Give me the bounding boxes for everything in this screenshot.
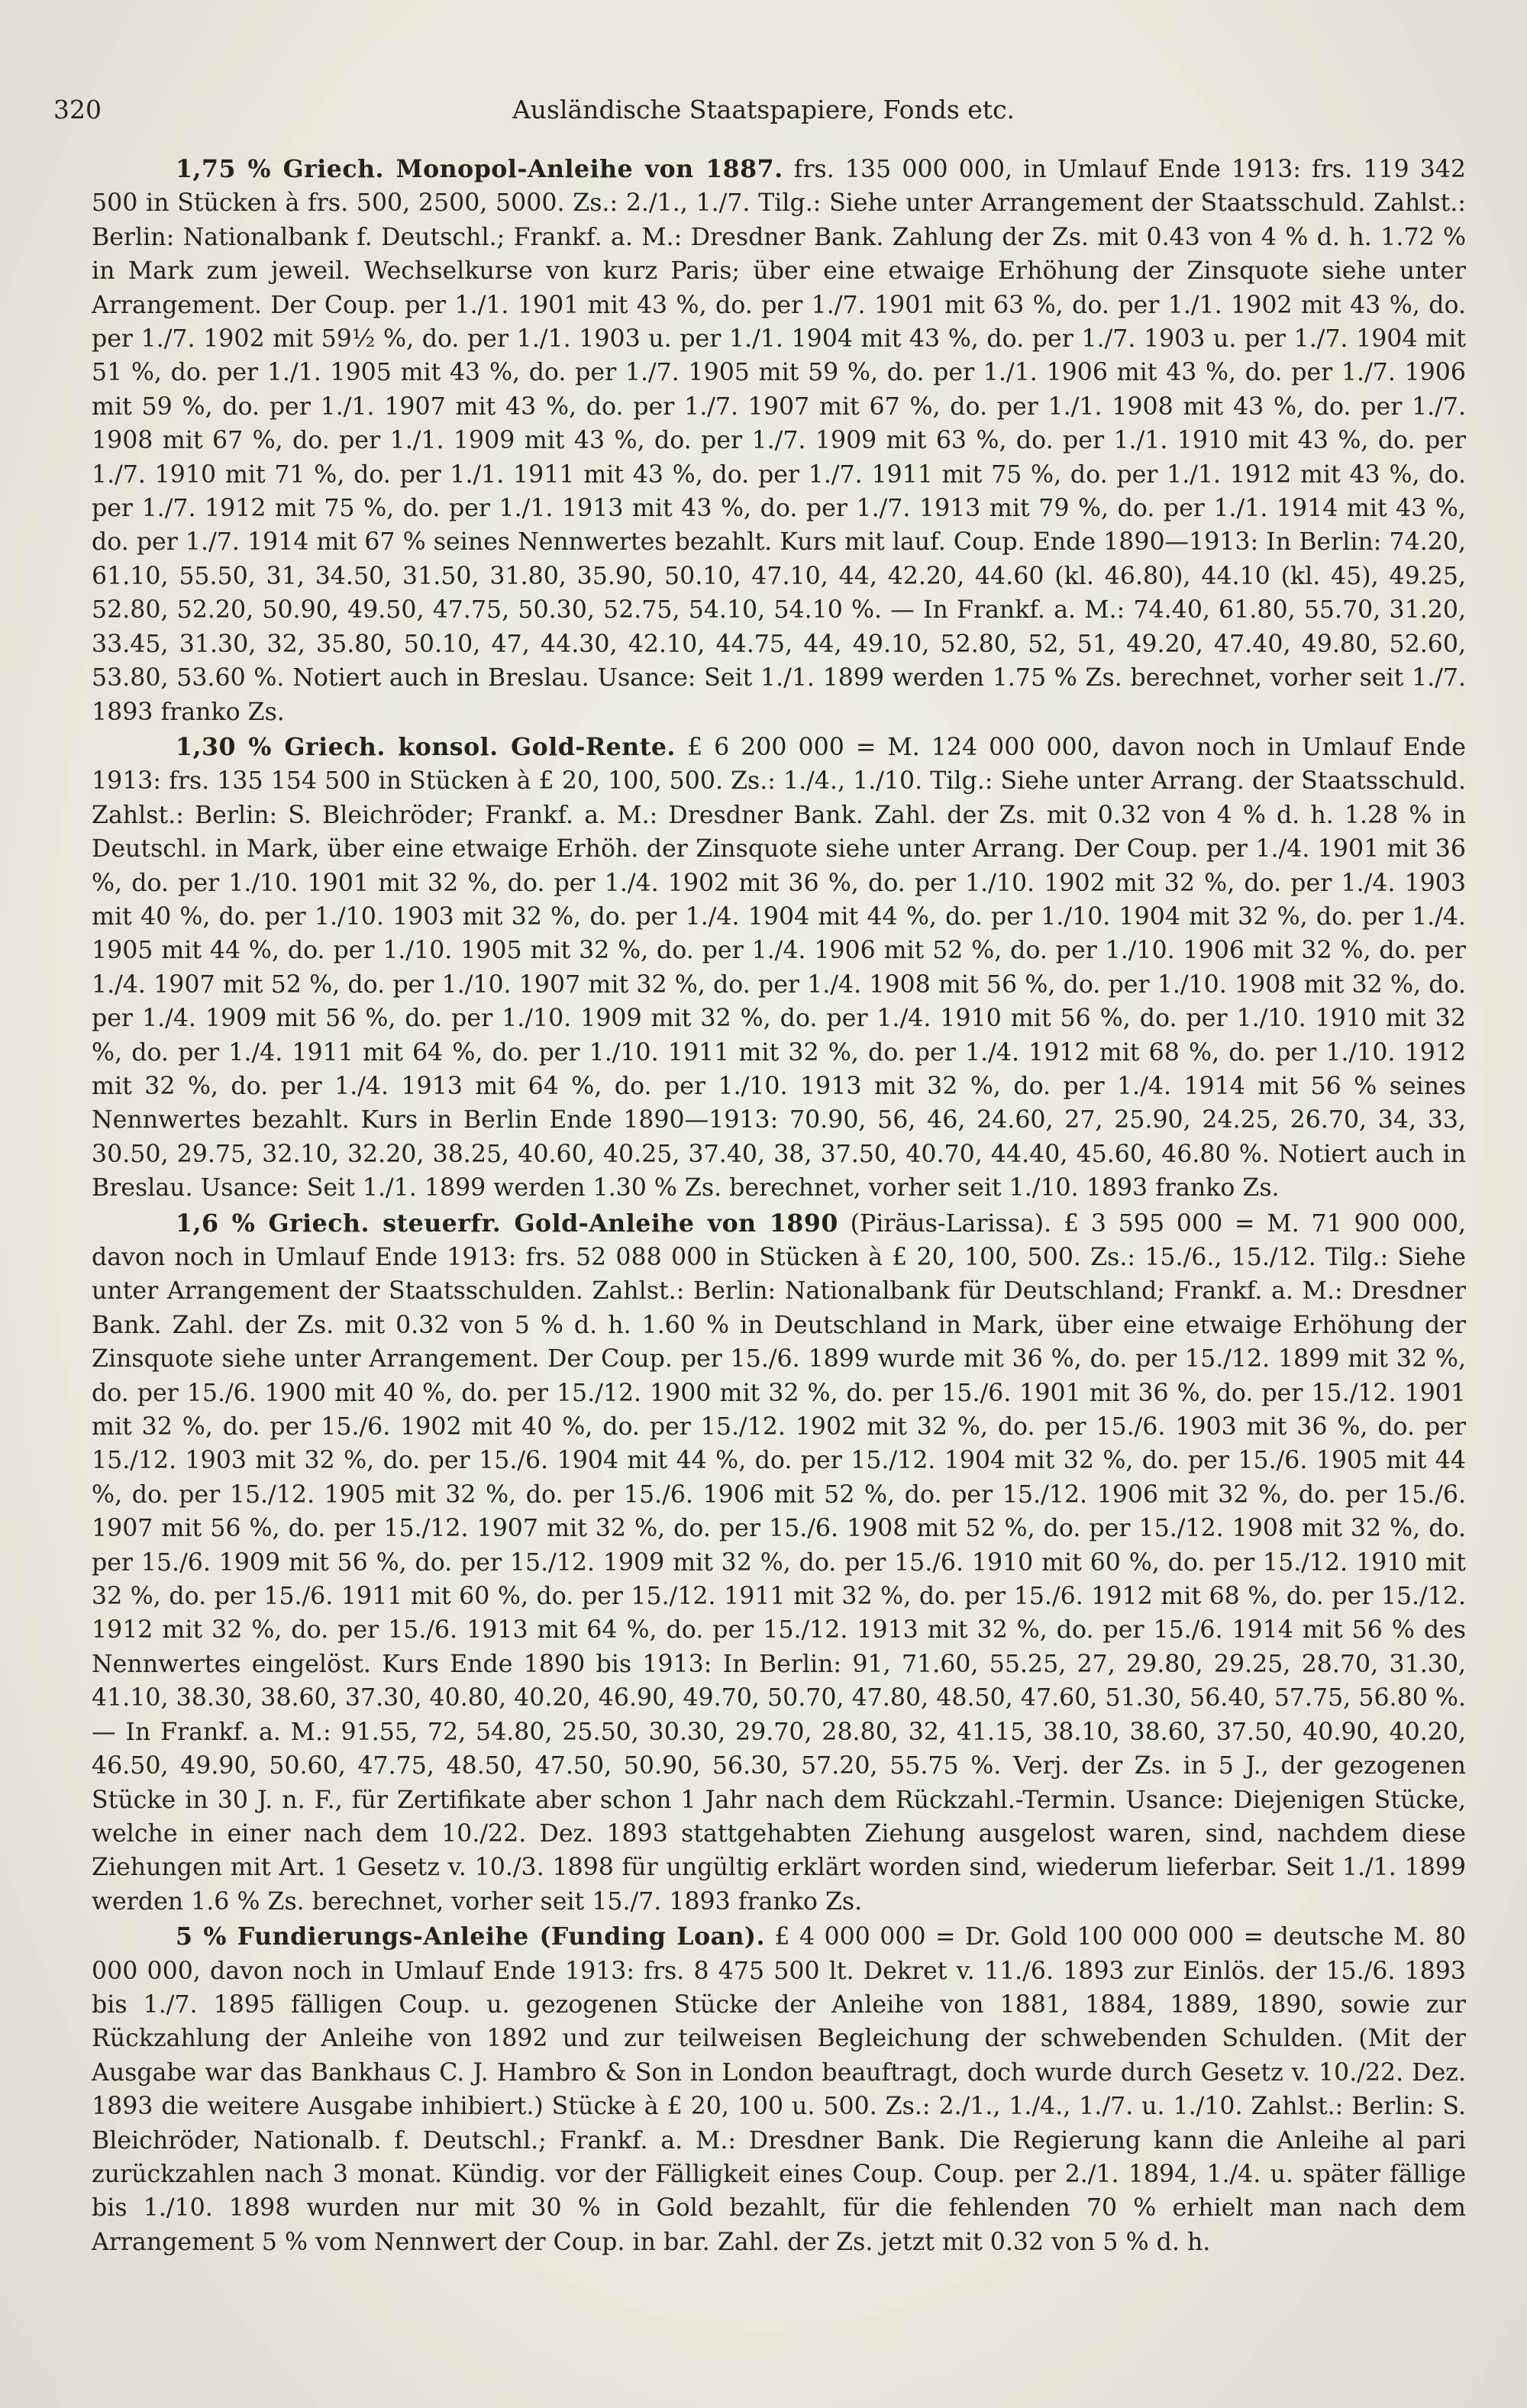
- entry-monopol-anleihe-1887: [92, 153, 1466, 729]
- running-title: Ausländische Staatspapiere, Fonds etc.: [512, 95, 1015, 124]
- entry-gold-anleihe-1890: [92, 1207, 1466, 1919]
- page-header: [49, 95, 1478, 137]
- entry-title: 1,75 % Griech. Monopol-Anleihe von 1887.: [176, 155, 783, 183]
- entry-konsol-gold-rente: [92, 731, 1466, 1206]
- page-number: 320: [53, 95, 102, 124]
- entry-title: 1,6 % Griech. steuerfr. Gold-Anleihe von 1890: [176, 1209, 838, 1238]
- entry-text: frs. 135 000 000, in Umlauf Ende 1913: frs. 119 342 500 in Stücken à frs. 500, 2500, 5000. Zs.: 2./1., 1./7. Tilg.: Siehe unter Arrangement der Staatsschuld. Zahlst.: Berlin: Nationalbank f. Deutschl.; Frankf. a. M.: Dresdner Bank. Zahlung der Zs. mit 0.43 von 4 % d. h. 1.72 % in Mark zum jeweil. Wechselkurse von kurz Paris; über eine etwaige Erhöhung der Zinsquote siehe unter Arrangement. Der Coup. per 1./1. 1901 mit 43 %, do. per 1./7. 1901 mit 63 %, do. per 1./1. 1902 mit 43 %, do. per 1./7. 1902 mit 59½ %, do. per 1./1. 1903 u. per 1./1. 1904 mit 43 %, do. per 1./7. 1903 u. per 1./7. 1904 mit 51 %, do. per 1./1. 1905 mit 43 %, do. per 1./7. 1905 mit 59 %, do. per 1./1. 1906 mit 43 %, do. per 1./7. 1906 mit 59 %, do. per 1./1. 1907 mit 43 %, do. per 1./7. 1907 mit 67 %, do. per 1./1. 1908 mit 43 %, do. per 1./7. 1908 mit 67 %, do. per 1./1. 1909 mit 43 %, do. per 1./7. 1909 mit 63 %, do. per 1./1. 1910 mit 43 %, do. per 1./7. 1910 mit 71 %, do. per 1./1. 1911 mit 43 %, do. per 1./7. 1911 mit 75 %, do. per 1./1. 1912 mit 43 %, do. per 1./7. 1912 mit 75 %, do. per 1./1. 1913 mit 43 %, do. per 1./7. 1913 mit 79 %, do. per 1./1. 1914 mit 43 %, do. per 1./7. 1914 mit 67 % seines Nennwertes bezahlt. Kurs mit lauf. Coup. Ende 1890—1913: In Berlin: 74.20, 61.10, 55.50, 31, 34.50, 31.50, 31.80, 35.90, 50.10, 47.10, 44, 42.20, 44.60 (kl. 46.80), 44.10 (kl. 45), 49.25, 52.80, 52.20, 50.90, 49.50, 47.75, 50.30, 52.75, 54.10, 54.10 %. — In Frankf. a. M.: 74.40, 61.80, 55.70, 31.20, 33.45, 31.30, 32, 35.80, 50.10, 47, 44.30, 42.10, 44.75, 44, 49.10, 52.80, 52, 51, 49.20, 47.40, 49.80, 52.60, 53.80, 53.60 %. Notiert auch in Breslau. Usance: Seit 1./1. 1899 werden 1.75 % Zs. berechnet, vorher seit 1./7. 1893 franko Zs.: [92, 156, 1466, 726]
- entry-text: £ 4 000 000 = Dr. Gold 100 000 000 = deutsche M. 80 000 000, davon noch in Umlauf Ende 1913: frs. 8 475 500 lt. Dekret v. 11./6. 1893 zur Einlös. der 15./6. 1893 bis 1./7. 1895 fälligen Coup. u. gezogenen Stücke der Anleihe von 1881, 1884, 1889, 1890, sowie zur Rückzahlung der Anleihe von 1892 und zur teilweisen Begleichung der schwebenden Schulden. (Mit der Ausgabe war das Bankhaus C. J. Hambro & Son in London beauftragt, doch wurde durch Gesetz v. 10./22. Dez. 1893 die weitere Ausgabe inhibiert.) Stücke à £ 20, 100 u. 500. Zs.: 2./1., 1./4., 1./7. u. 1./10. Zahlst.: Berlin: S. Bleichröder, Nationalb. f. Deutschl.; Frankf. a. M.: Dresdner Bank. Die Regierung kann die Anleihe al pari zurückzahlen nach 3 monat. Kündig. vor der Fälligkeit eines Coup. Coup. per 2./1. 1894, 1./4. u. später fällige bis 1./10. 1898 wurden nur mit 30 % in Gold bezahlt, für die fehlenden 70 % erhielt man nach dem Arrangement 5 % vom Nennwert der Coup. in bar. Zahl. der Zs. jetzt mit 0.32 von 5 % d. h.: [92, 1923, 1466, 2256]
- entry-funding-loan: [92, 1920, 1466, 2259]
- entry-title: 1,30 % Griech. konsol. Gold-Rente.: [176, 732, 676, 761]
- document-body: [92, 153, 1466, 2259]
- entry-title: 5 % Fundierungs-Anleihe (Funding Loan).: [176, 1922, 765, 1951]
- entry-text: (Piräus-Larissa). £ 3 595 000 = M. 71 900 000, davon noch in Umlauf Ende 1913: frs. 52 088 000 in Stücken à £ 20, 100, 500. Zs.: 15./6., 15./12. Tilg.: Siehe unter Arrangement der Staatsschulden. Zahlst.: Berlin: Nationalbank für Deutschland; Frankf. a. M.: Dresdner Bank. Zahl. der Zs. mit 0.32 von 5 % d. h. 1.60 % in Deutschland in Mark, über eine etwaige Erhöhung der Zinsquote siehe unter Arrangement. Der Coup. per 15./6. 1899 wurde mit 36 %, do. per 15./12. 1899 mit 32 %, do. per 15./6. 1900 mit 40 %, do. per 15./12. 1900 mit 32 %, do. per 15./6. 1901 mit 36 %, do. per 15./12. 1901 mit 32 %, do. per 15./6. 1902 mit 40 %, do. per 15./12. 1902 mit 32 %, do. per 15./6. 1903 mit 36 %, do. per 15./12. 1903 mit 32 %, do. per 15./6. 1904 mit 44 %, do. per 15./12. 1904 mit 32 %, do. per 15./6. 1905 mit 44 %, do. per 15./12. 1905 mit 32 %, do. per 15./6. 1906 mit 52 %, do. per 15./12. 1906 mit 32 %, do. per 15./6. 1907 mit 56 %, do. per 15./12. 1907 mit 32 %, do. per 15./6. 1908 mit 52 %, do. per 15./12. 1908 mit 32 %, do. per 15./6. 1909 mit 56 %, do. per 15./12. 1909 mit 32 %, do. per 15./6. 1910 mit 60 %, do. per 15./12. 1910 mit 32 %, do. per 15./6. 1911 mit 60 %, do. per 15./12. 1911 mit 32 %, do. per 15./6. 1912 mit 68 %, do. per 15./12. 1912 mit 32 %, do. per 15./6. 1913 mit 64 %, do. per 15./12. 1913 mit 32 %, do. per 15./6. 1914 mit 56 % des Nennwertes eingelöst. Kurs Ende 1890 bis 1913: In Berlin: 91, 71.60, 55.25, 27, 29.80, 29.25, 28.70, 31.30, 41.10, 38.30, 38.60, 37.30, 40.80, 40.20, 46.90, 49.70, 50.70, 47.80, 48.50, 47.60, 51.30, 56.40, 57.75, 56.80 %. — In Frankf. a. M.: 91.55, 72, 54.80, 25.50, 30.30, 29.70, 28.80, 32, 41.15, 38.10, 38.60, 37.50, 40.90, 40.20, 46.50, 49.90, 50.60, 47.75, 48.50, 47.50, 50.90, 56.30, 57.20, 55.75 %. Verj. der Zs. in 5 J., der gezogenen Stücke in 30 J. n. F., für Zertifikate aber schon 1 Jahr nach dem Rückzahl.-Termin. Usance: Diejenigen Stücke, welche in einer nach dem 10./22. Dez. 1893 stattgehabten Ziehung ausgelost waren, sind, nachdem diese Ziehungen mit Art. 1 Gesetz v. 10./3. 1898 für ungültig erklärt worden sind, wiederum lieferbar. Seit 1./1. 1899 werden 1.6 % Zs. berechnet, vorher seit 15./7. 1893 franko Zs.: [92, 1209, 1467, 1916]
- entry-text: £ 6 200 000 = M. 124 000 000, davon noch in Umlauf Ende 1913: frs. 135 154 500 in Stücken à £ 20, 100, 500. Zs.: 1./4., 1./10. Tilg.: Siehe unter Arrang. der Staatsschuld. Zahlst.: Berlin: S. Bleichröder; Frankf. a. M.: Dresdner Bank. Zahl. der Zs. mit 0.32 von 4 % d. h. 1.28 % in Deutschl. in Mark, über eine etwaige Erhöh. der Zinsquote siehe unter Arrang. Der Coup. per 1./4. 1901 mit 36 %, do. per 1./10. 1901 mit 32 %, do. per 1./4. 1902 mit 36 %, do. per 1./10. 1902 mit 32 %, do. per 1./4. 1903 mit 40 %, do. per 1./10. 1903 mit 32 %, do. per 1./4. 1904 mit 44 %, do. per 1./10. 1904 mit 32 %, do. per 1./4. 1905 mit 44 %, do. per 1./10. 1905 mit 32 %, do. per 1./4. 1906 mit 52 %, do. per 1./10. 1906 mit 32 %, do. per 1./4. 1907 mit 52 %, do. per 1./10. 1907 mit 32 %, do. per 1./4. 1908 mit 56 %, do. per 1./10. 1908 mit 32 %, do. per 1./4. 1909 mit 56 %, do. per 1./10. 1909 mit 32 %, do. per 1./4. 1910 mit 56 %, do. per 1./10. 1910 mit 32 %, do. per 1./4. 1911 mit 64 %, do. per 1./10. 1911 mit 32 %, do. per 1./4. 1912 mit 68 %, do. per 1./10. 1912 mit 32 %, do. per 1./4. 1913 mit 64 %, do. per 1./10. 1913 mit 32 %, do. per 1./4. 1914 mit 56 % seines Nennwertes bezahlt. Kurs in Berlin Ende 1890—1913: 70.90, 56, 46, 24.60, 27, 25.90, 24.25, 26.70, 34, 33, 30.50, 29.75, 32.10, 32.20, 38.25, 40.60, 40.25, 37.40, 38, 37.50, 40.70, 44.40, 45.60, 46.80 %. Notiert auch in Breslau. Usance: Seit 1./1. 1899 werden 1.30 % Zs. berechnet, vorher seit 1./10. 1893 franko Zs.: [92, 733, 1466, 1202]
